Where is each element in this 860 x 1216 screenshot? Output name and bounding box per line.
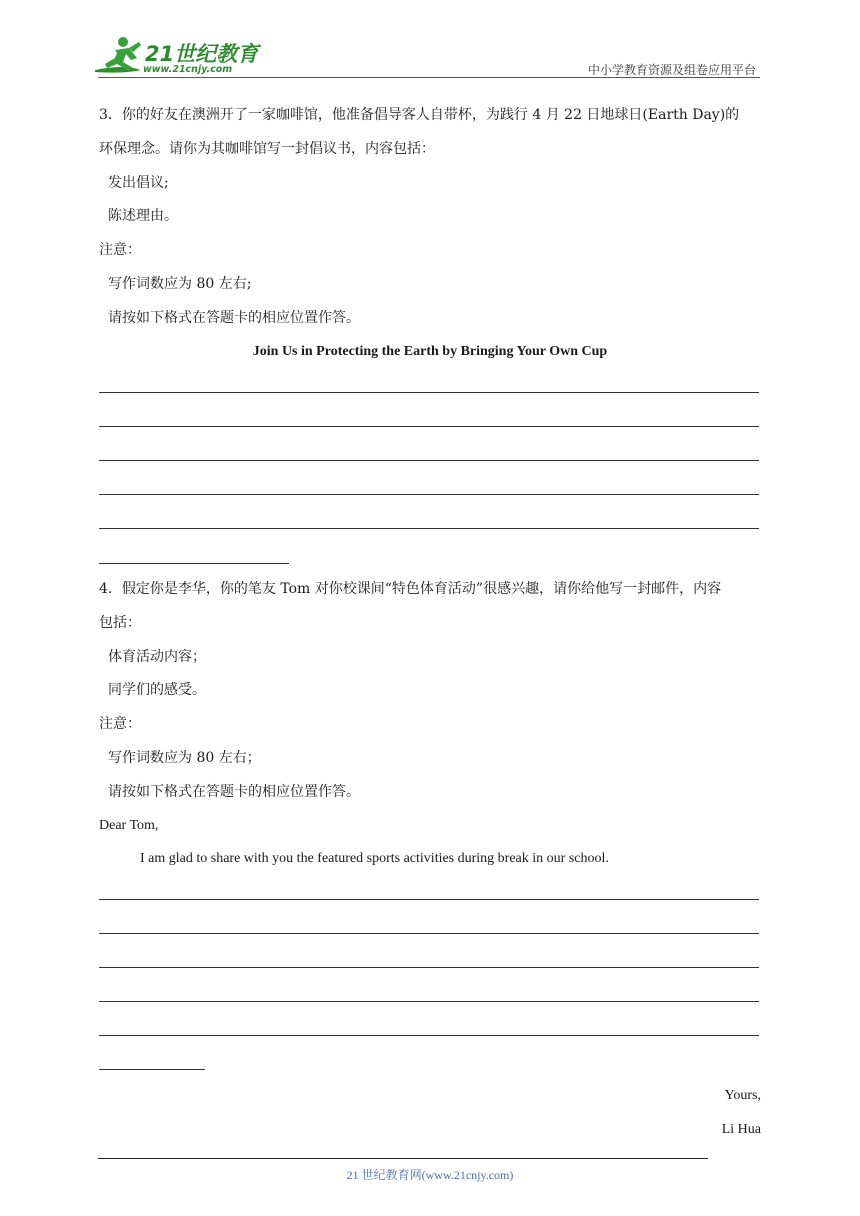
q4-answer-line-1 [99, 899, 759, 900]
letter-closing: Yours, [724, 1088, 761, 1103]
footer-text: 21 世纪教育网(www.21cnjy.com) [346, 1168, 514, 1182]
q3-answer-line-4 [99, 494, 759, 495]
q3-answer-line-6 [99, 563, 289, 564]
logo-url: www.21cnjy.com [143, 64, 233, 75]
q3-essay-title: Join Us in Protecting the Earth by Bringing Your Own Cup [252, 344, 608, 359]
q3-content-item-1: 发出倡议; [108, 175, 169, 191]
q3-prompt-line-2: 环保理念。请你为其咖啡馆写一封倡议书，内容包括： [99, 141, 435, 157]
q4-content-item-1: 体育活动内容； [108, 649, 206, 665]
q4-note-label: 注意： [99, 716, 141, 732]
q4-answer-line-6 [99, 1069, 205, 1070]
q3-content-item-2: 陈述理由。 [108, 208, 178, 224]
q4-answer-line-4 [99, 1001, 759, 1002]
letter-salutation: Dear Tom, [99, 818, 159, 833]
q4-note-2: 请按如下格式在答题卡的相应位置作答。 [108, 784, 360, 800]
q3-answer-line-2 [99, 426, 759, 427]
letter-opening-sentence: I am glad to share with you the featured sports activities during break in our school. [140, 851, 609, 866]
q4-prompt-line-2: 包括： [99, 615, 141, 631]
q3-note-2: 请按如下格式在答题卡的相应位置作答。 [108, 310, 360, 326]
q4-answer-line-5 [99, 1035, 759, 1036]
header-divider [98, 77, 760, 78]
q4-prompt-line-1: 4．假定你是李华，你的笔友 Tom 对你校课间“特色体育活动”很感兴趣，请你给他写一封邮件，内容 [99, 581, 722, 597]
q4-note-1: 写作词数应为 80 左右； [108, 750, 261, 766]
footer-divider [98, 1158, 708, 1159]
site-logo [93, 34, 259, 78]
q3-answer-line-1 [99, 392, 759, 393]
q3-answer-line-3 [99, 460, 759, 461]
q3-note-label: 注意： [99, 242, 141, 258]
q3-note-1: 写作词数应为 80 左右; [108, 276, 252, 292]
q4-content-item-2: 同学们的感受。 [108, 682, 206, 698]
letter-signature: Li Hua [721, 1122, 761, 1137]
logo-text: 21世纪教育 [145, 42, 259, 66]
q4-answer-line-2 [99, 933, 759, 934]
platform-name: 中小学教育资源及组卷应用平台 [587, 63, 756, 77]
q3-answer-line-5 [99, 528, 759, 529]
q3-prompt-line-1: 3．你的好友在澳洲开了一家咖啡馆，他准备倡导客人自带杯，为践行 4 月 22 日地球日(Earth Day)的 [99, 107, 740, 123]
q4-answer-line-3 [99, 967, 759, 968]
